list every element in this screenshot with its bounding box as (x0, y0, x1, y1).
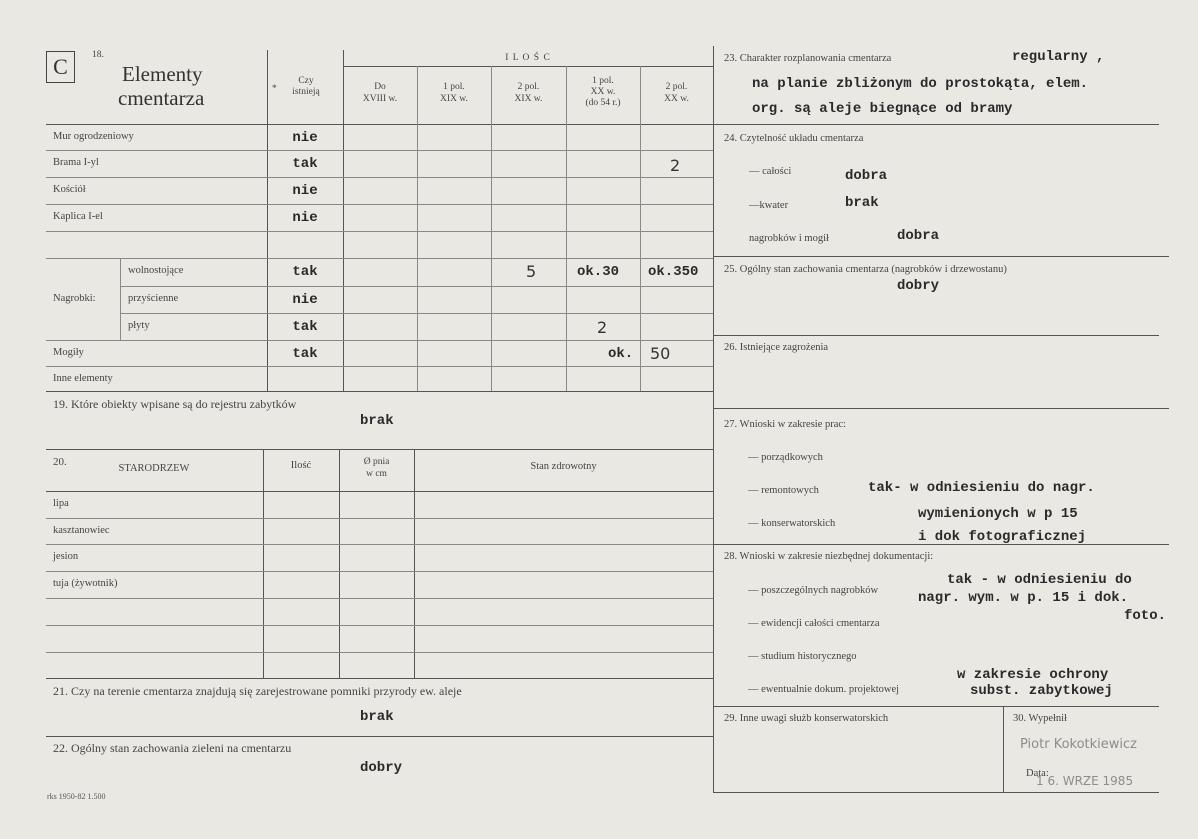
row-exists-kosciol: nie (292, 183, 318, 199)
row-label-mogily: Mogiły (53, 347, 84, 358)
section-27-value-3: i dok fotograficznej (918, 529, 1087, 545)
col-header-1: Do XVIII w. (362, 82, 398, 104)
section-18-title-line1: Elementy (122, 62, 203, 86)
section-24-sub-1: — całości (749, 166, 792, 177)
section-19-label: 19. Które obiekty wpisane są do rejestru zabytków (53, 397, 297, 411)
header-ilosc: I L O Ś C (505, 53, 551, 63)
section-27-sub-2: — remontowych (748, 485, 819, 496)
section-28-sub-4: — ewentualnie dokum. projektowej (748, 684, 900, 695)
section-28-value-1b: nagr. wym. w p. 15 i dok. (918, 590, 1129, 606)
section-letter-box: C (46, 51, 75, 83)
row-label-kosciol: Kościół (53, 184, 86, 195)
row-exists-brama: tak (292, 156, 318, 172)
section-20-number: 20. (53, 456, 67, 468)
section-24-value-3: dobra (897, 228, 940, 244)
row-exists-wolnostojace: tak (292, 264, 318, 280)
row-label-kaplica: Kaplica I-el (53, 211, 103, 222)
tree-row-4: tuja (żywotnik) (53, 578, 118, 589)
row-value-plyty-c4: 2 (597, 318, 608, 337)
section-28-label: 28. Wnioski w zakresie niezbędnej dokumentacji: (724, 551, 934, 562)
section-28-value-1a: tak - w odniesieniu do (947, 572, 1132, 588)
asterisk: * (272, 84, 277, 94)
header-czy: Czy (298, 76, 314, 86)
row-label-wolnostojace: wolnostojące (128, 265, 184, 276)
section-18-number: 18. (92, 50, 104, 60)
section-23-value-3: org. są aleje biegnące od bramy (752, 101, 1013, 117)
section-27-label: 27. Wnioski w zakresie prac: (724, 419, 846, 430)
row-exists-kaplica: nie (292, 210, 318, 226)
row-exists-mur: nie (292, 130, 318, 146)
section-21-label: 21. Czy na terenie cmentarza znajdują się zarejestrowane pomniki przyrody ew. aleje (53, 684, 462, 698)
section-20-header-pnia: Ø pnia w cm (363, 457, 390, 479)
section-20-header-ilosc: Ilość (290, 460, 312, 471)
date-label: Data: (1026, 768, 1049, 779)
tree-row-1: lipa (53, 498, 69, 509)
section-24-sub-3: nagrobków i mogił (749, 233, 829, 244)
section-26-label: 26. Istniejące zagrożenia (724, 342, 829, 353)
nagrobki-label: Nagrobki: (53, 293, 96, 304)
row-value-wolnostojace-c5: ok.350 (648, 264, 699, 280)
section-22-value: dobry (360, 760, 403, 776)
row-label-plyty: płyty (128, 320, 150, 331)
section-27-value-1: tak- w odniesieniu do nagr. (868, 480, 1095, 496)
section-21-value: brak (360, 709, 394, 725)
col-header-3: 2 pol. XIX w. (514, 82, 543, 104)
section-24-value-1: dobra (845, 168, 888, 184)
row-label-inne: Inne elementy (53, 373, 113, 384)
section-27-value-2: wymienionych w p 15 (918, 506, 1078, 522)
section-24-value-2: brak (845, 195, 879, 211)
section-24-sub-2: —kwater (749, 200, 789, 211)
section-28-value-4a: w zakresie ochrony (957, 667, 1109, 683)
header-istnieja: istnieją (292, 87, 320, 97)
tree-row-3: jesion (53, 551, 79, 562)
section-25-label: 25. Ogólny stan zachowania cmentarza (nagrobków i drzewostanu) (724, 264, 1007, 275)
section-28-sub-1: — poszczególnych nagrobków (748, 585, 879, 596)
section-27-sub-3: — konserwatorskich (748, 518, 836, 529)
filled-by-name-stamp: Piotr Kokotkiewicz (1020, 737, 1137, 752)
row-value-wolnostojace-c3: 5 (526, 262, 537, 281)
section-19-value: brak (360, 413, 394, 429)
col-header-5: 2 pol. XX w. (664, 82, 689, 104)
section-30-label: 30. Wypełnił (1013, 713, 1068, 724)
section-23-label: 23. Charakter rozplanowania cmentarza (724, 53, 892, 64)
row-label-przyscienne: przyścienne (128, 293, 179, 304)
row-exists-mogily: tak (292, 346, 318, 362)
section-24-label: 24. Czytelność układu cmentarza (724, 133, 864, 144)
section-28-sub-2: — ewidencji całości cmentarza (748, 618, 880, 629)
row-value-wolnostojace-c4: ok.30 (577, 264, 620, 280)
row-exists-plyty: tak (292, 319, 318, 335)
row-value-mogily-c5: 50 (650, 344, 671, 363)
section-23-value-1: regularny , (1012, 49, 1105, 65)
section-20-header-starodrzew: STARODRZEW (118, 463, 190, 474)
section-27-sub-1: — porządkowych (748, 452, 823, 463)
section-23-value-2: na planie zbliżonym do prostokąta, elem. (752, 76, 1089, 92)
section-25-value: dobry (897, 278, 940, 294)
section-28-value-4b: subst. zabytkowej (970, 683, 1113, 699)
section-22-label: 22. Ogólny stan zachowania zieleni na cmentarzu (53, 741, 292, 755)
row-label-mur: Mur ogrodzeniowy (53, 131, 134, 142)
section-20-header-stan: Stan zdrowotny (530, 461, 597, 472)
tree-row-2: kasztanowiec (53, 525, 110, 536)
date-stamp: 1 6. WRZE 1985 (1036, 774, 1134, 788)
row-label-brama: Brama I-yl (53, 157, 99, 168)
row-value-brama-c5: 2 (670, 156, 681, 175)
row-value-mogily-c4: ok. (608, 346, 634, 362)
section-28-sub-3: — studium historycznego (748, 651, 857, 662)
footer-print-info: rks 1950-82 1.500 (47, 792, 106, 801)
section-29-label: 29. Inne uwagi służb konserwatorskich (724, 713, 889, 724)
row-exists-przyscienne: nie (292, 292, 318, 308)
col-header-2: 1 pol. XIX w. (440, 82, 468, 104)
col-header-4: 1 pol. XX w. (do 54 r.) (585, 76, 621, 108)
section-28-value-1c: foto. (1124, 608, 1167, 624)
section-18-title-line2: cmentarza (118, 86, 205, 110)
